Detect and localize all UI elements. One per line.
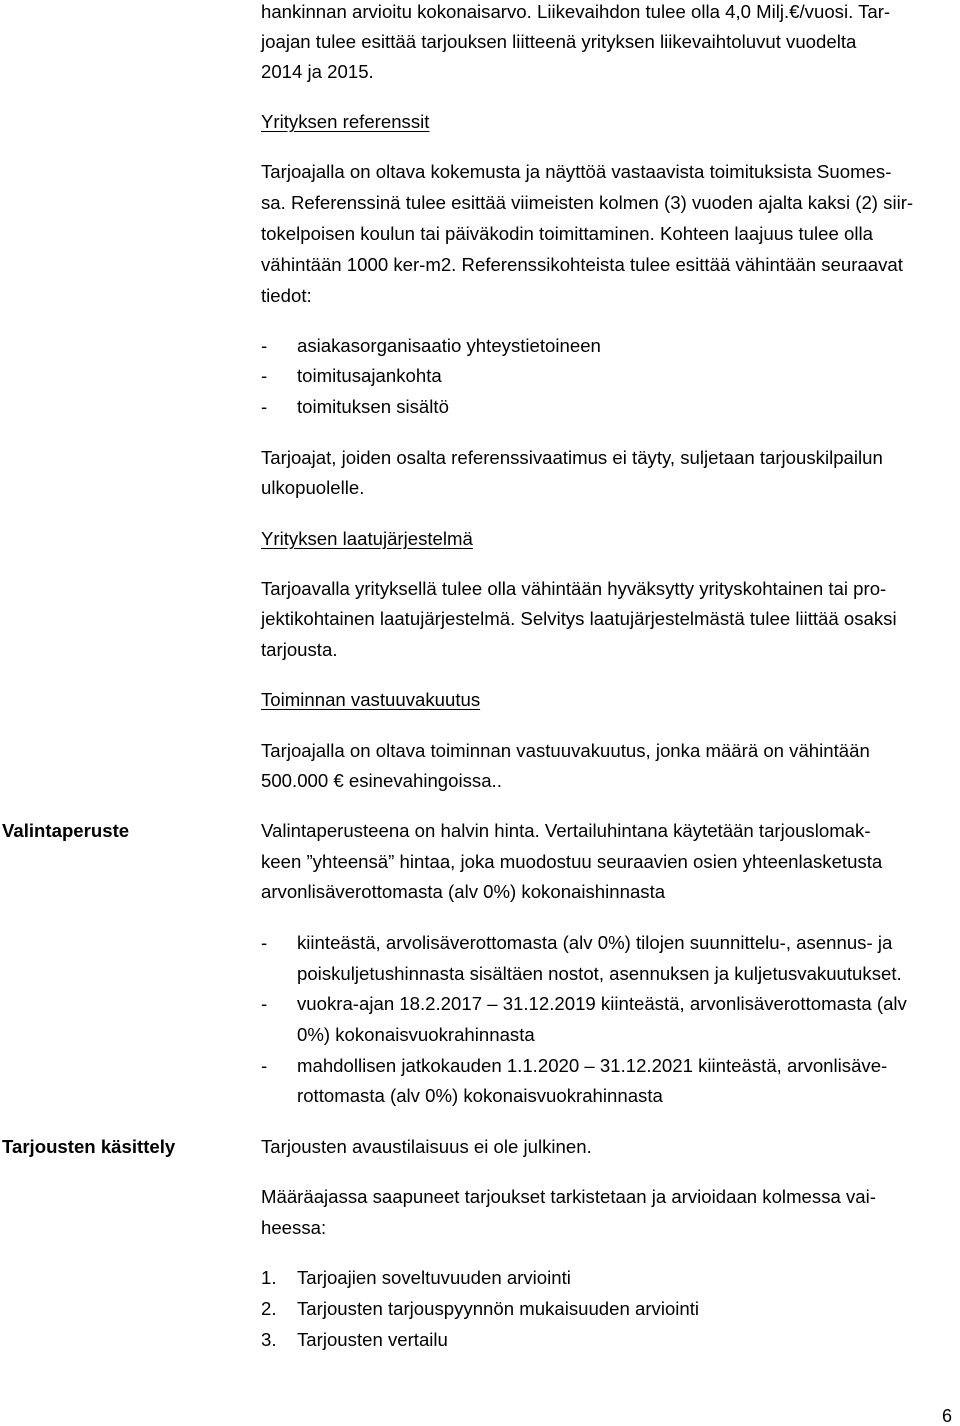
criteria-item-line: 0%) kokonaisvuokrahinnasta <box>297 1024 535 1045</box>
page-number: 6 <box>941 1406 952 1426</box>
processing-public-line: Tarjousten avaustilaisuus ei ole julkinen. <box>261 1136 592 1157</box>
references-line: tokelpoisen koulun tai päiväkodin toimittaminen. Kohteen laajuus tulee olla <box>261 223 873 244</box>
list-bullet: - <box>261 1055 268 1076</box>
step-text: Tarjoajien soveltuvuuden arviointi <box>297 1267 571 1288</box>
references-list-item: toimituksen sisältö <box>297 396 449 417</box>
criteria-item-line: mahdollisen jatkokauden 1.1.2020 – 31.12.2021 kiinteästä, arvonlisäve- <box>297 1055 888 1076</box>
quality-line: Tarjoavalla yrityksellä tulee olla vähintään hyväksytty yrityskohtainen tai pro- <box>261 578 887 599</box>
references-list-item: asiakasorganisaatio yhteystietoineen <box>297 335 601 356</box>
criteria-line: arvonlisäverottomasta (alv 0%) kokonaishinnasta <box>261 881 666 902</box>
criteria-item-line: rottomasta (alv 0%) kokonaisvuokrahinnasta <box>297 1085 663 1106</box>
step-number: 1. <box>261 1267 277 1288</box>
processing-label: Tarjousten käsittely <box>2 1136 176 1157</box>
list-bullet: - <box>261 396 268 417</box>
references-heading: Yrityksen referenssit <box>261 111 430 132</box>
list-bullet: - <box>261 365 268 386</box>
list-bullet: - <box>261 335 268 356</box>
insurance-heading: Toiminnan vastuuvakuutus <box>261 689 481 710</box>
references-line: Tarjoajalla on oltava kokemusta ja näyttöä vastaavista toimituksista Suomes- <box>261 161 892 182</box>
processing-phase-line: heessa: <box>261 1217 327 1238</box>
exclusion-line: ulkopuolelle. <box>261 477 365 498</box>
quality-heading: Yrityksen laatujärjestelmä <box>261 528 473 549</box>
references-line: tiedot: <box>261 285 312 306</box>
step-text: Tarjousten tarjouspyynnön mukaisuuden arviointi <box>297 1298 700 1319</box>
insurance-line: 500.000 € esinevahingoissa.. <box>261 770 502 791</box>
intro-line: joajan tulee esittää tarjouksen liitteenä yrityksen liikevaihtoluvut vuodelta <box>261 31 857 52</box>
step-number: 2. <box>261 1298 277 1319</box>
criteria-line: keen ”yhteensä” hintaa, joka muodostuu seuraavien osien yhteenlasketusta <box>261 851 883 872</box>
references-line: vähintään 1000 ker-m2. Referenssikohteista tulee esittää vähintään seuraavat <box>261 254 903 275</box>
criteria-line: Valintaperusteena on halvin hinta. Vertailuhintana käytetään tarjouslomak- <box>261 820 871 841</box>
step-text: Tarjousten vertailu <box>297 1329 448 1350</box>
criteria-item-line: poiskuljetushinnasta sisältäen nostot, asennuksen ja kuljetusvakuutukset. <box>297 963 902 984</box>
step-number: 3. <box>261 1329 277 1350</box>
quality-line: tarjousta. <box>261 639 338 660</box>
insurance-line: Tarjoajalla on oltava toiminnan vastuuvakuutus, jonka määrä on vähintään <box>261 740 870 761</box>
processing-phase-line: Määräajassa saapuneet tarjoukset tarkistetaan ja arvioidaan kolmessa vai- <box>261 1186 876 1207</box>
intro-line: 2014 ja 2015. <box>261 61 374 82</box>
references-list-item: toimitusajankohta <box>297 365 442 386</box>
list-bullet: - <box>261 932 268 953</box>
criteria-item-line: kiinteästä, arvolisäverottomasta (alv 0%) tilojen suunnittelu-, asennus- ja <box>297 932 893 953</box>
intro-line: hankinnan arvioitu kokonaisarvo. Liikevaihdon tulee olla 4,0 Milj.€/vuosi. Tar- <box>261 1 891 22</box>
exclusion-line: Tarjoajat, joiden osalta referenssivaatimus ei täyty, suljetaan tarjouskilpailun <box>261 447 883 468</box>
references-line: sa. Referenssinä tulee esittää viimeisten kolmen (3) vuoden ajalta kaksi (2) siir- <box>261 192 914 213</box>
criteria-item-line: vuokra-ajan 18.2.2017 – 31.12.2019 kiinteästä, arvonlisäverottomasta (alv <box>297 993 907 1014</box>
list-bullet: - <box>261 993 268 1014</box>
quality-line: jektikohtainen laatujärjestelmä. Selvitys laatujärjestelmästä tulee liittää osaksi <box>261 608 897 629</box>
criteria-label: Valintaperuste <box>2 820 130 841</box>
